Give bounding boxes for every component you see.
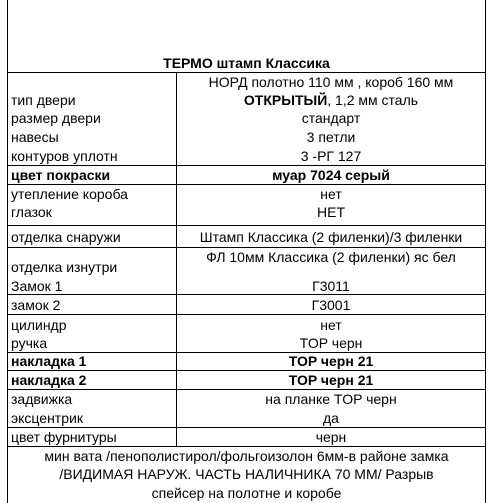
row-value-eccentric: да [323, 410, 339, 426]
door-type-bold: ОТКРЫТЫЙ [243, 92, 328, 108]
row-divider [7, 184, 486, 185]
row-value-cylinder: нет [320, 317, 342, 333]
row-value-outer-finish: Штамп Классика (2 филенки)/3 филенки [199, 229, 463, 245]
row-divider [7, 314, 486, 315]
row-value-escutcheon-2: TOP черн 21 [288, 372, 374, 388]
row-value-door-size: стандарт [301, 110, 361, 126]
row-divider [7, 294, 486, 295]
note-line-3: спейсер на полотне и коробе [151, 485, 342, 501]
row-divider [7, 446, 486, 447]
row-label-cylinder: цилиндр [11, 317, 67, 333]
door-type-rest: , 1,2 мм сталь [327, 92, 419, 108]
row-divider [7, 370, 486, 371]
row-label-peephole: глазок [11, 204, 52, 220]
row-label-paint-color: цвет покраски [11, 167, 111, 183]
row-label-escutcheon-2: накладка 2 [11, 372, 87, 388]
row-value-frame-insulation: нет [320, 186, 342, 202]
page-title: ТЕРМО штамп Классика [163, 55, 330, 71]
row-label-latch: задвижка [11, 391, 73, 407]
row-value-hardware-color: черн [315, 429, 347, 445]
row-label-hardware-color: цвет фурнитуры [11, 429, 117, 445]
row-value-seal-contours: 3 -РГ 127 [300, 148, 362, 164]
row-value-paint-color: муар 7024 серый [272, 167, 390, 183]
row-label-lock-1: Замок 1 [11, 278, 63, 294]
row-value-lock-1: Г3011 [312, 278, 350, 294]
row-label-eccentric: эксцентрик [11, 410, 83, 426]
row-label-outer-finish: отделка снаружи [11, 229, 121, 245]
row-label-handle: ручка [11, 335, 48, 351]
row-label-escutcheon-1: накладка 1 [11, 353, 87, 369]
row-divider [7, 72, 486, 73]
note-line-1: мин вата /пенополистирол/фольгоизолон 6мм-в районе замка [44, 448, 449, 464]
row-value-peephole: НЕТ [317, 204, 345, 220]
note-line-2: /ВИДИМАЯ НАРУЖ. ЧАСТЬ НАЛИЧНИКА 70 ММ/ Разрыв [59, 466, 434, 482]
row-label-door-type: тип двери [11, 92, 76, 108]
row-value-door-type [177, 92, 485, 108]
row-value-construction: НОРД полотно 110 мм , короб 160 мм [208, 74, 454, 90]
row-divider [7, 389, 486, 390]
row-label-frame-insulation: утепление короба [11, 186, 128, 202]
row-value-inner-finish: ФЛ 10мм Классика (2 филенки) яс бел [206, 249, 456, 265]
row-value-latch: на планке TOP черн [265, 391, 397, 407]
row-divider [7, 427, 486, 428]
row-divider [7, 247, 486, 248]
row-label-door-size: размер двери [11, 110, 101, 126]
row-label-hinges: навесы [11, 129, 59, 145]
row-value-escutcheon-1: TOP черн 21 [288, 353, 374, 369]
row-value-hinges: 3 петли [306, 129, 356, 145]
row-label-seal-contours: контуров уплотн [11, 148, 118, 164]
row-value-handle: TOP черн [299, 335, 363, 351]
row-divider [7, 225, 486, 226]
row-label-inner-finish: отделка изнутри [11, 259, 118, 275]
row-label-lock-2: замок 2 [11, 297, 61, 313]
row-divider [7, 165, 486, 166]
row-value-lock-2: Г3001 [311, 297, 351, 313]
